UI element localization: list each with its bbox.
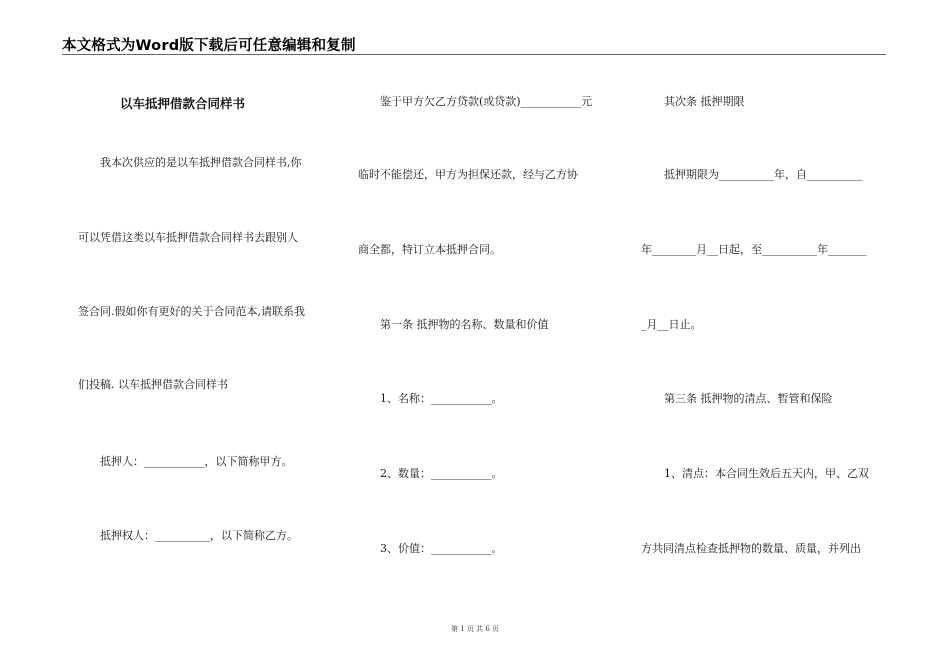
col3-line-4: _月__日止。 bbox=[641, 318, 702, 331]
col1-line-4: 们投稿. 以车抵押借款合同样书 bbox=[78, 378, 228, 391]
col2-line-3: 商全都，特订立本抵押合同。 bbox=[358, 243, 501, 256]
col2-line-4: 第一条 抵押物的名称、数量和价值 bbox=[380, 318, 549, 331]
col1-line-5: 抵押人：___________，以下简称甲方。 bbox=[100, 455, 293, 468]
col3-line-7: 方共同清点检查抵押物的数量、质量，并列出 bbox=[641, 542, 861, 555]
col3-line-6: 1、清点：本合同生效后五天内，甲、乙双 bbox=[664, 467, 869, 480]
col2-line-7: 3、价值：___________。 bbox=[380, 542, 503, 555]
col1-line-6: 抵押权人：__________，以下简称乙方。 bbox=[100, 529, 298, 542]
col3-line-3: 年________月__日起，至__________年_______ bbox=[641, 243, 867, 256]
col3-line-1: 其次条 抵押期限 bbox=[664, 95, 745, 108]
document-header: 本文格式为Word版下载后可任意编辑和复制 bbox=[62, 38, 356, 54]
col2-line-1: 鉴于甲方欠乙方贷款(或贷款)___________元 bbox=[380, 95, 593, 108]
col1-line-3: 签合同.假如你有更好的关于合同范本,请联系我 bbox=[78, 305, 305, 318]
header-divider bbox=[62, 54, 886, 55]
col2-line-6: 2、数量：___________。 bbox=[380, 467, 503, 480]
col1-line-1: 我本次供应的是以车抵押借款合同样书,你 bbox=[100, 156, 302, 169]
col2-line-2: 临时不能偿还，甲方为担保还款，经与乙方协 bbox=[358, 168, 578, 181]
col3-line-2: 抵押期限为__________年，自__________ bbox=[664, 168, 862, 181]
col1-line-2: 可以凭借这类以车抵押借款合同样书去跟别人 bbox=[78, 231, 298, 244]
contract-title: 以车抵押借款合同样书 bbox=[120, 96, 246, 111]
page-number: 第 1 页 共 6 页 bbox=[450, 625, 500, 633]
col2-line-5: 1、名称：___________。 bbox=[380, 392, 503, 405]
col3-line-5: 第三条 抵押物的清点、暂管和保险 bbox=[664, 392, 833, 405]
